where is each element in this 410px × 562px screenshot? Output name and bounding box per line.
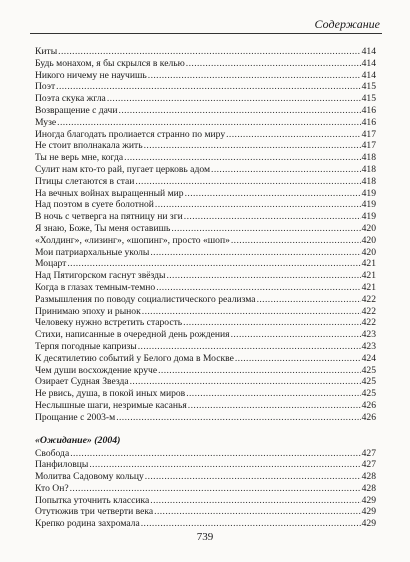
toc-entry-page: 414 [361,57,376,69]
toc-entry-title: Моцарт [35,258,67,270]
toc-entry-title: Ты не верь мне, когда [35,152,124,164]
toc-entry [35,81,376,93]
toc-entry [35,518,376,530]
toc-entry-title: Когда в глазах темным-темно [35,281,156,293]
toc-entry [35,58,376,70]
toc-entry [35,164,376,176]
toc-entry-page: 415 [361,93,376,105]
dot-leader [150,247,360,259]
toc-entry-page: 418 [361,152,376,164]
dot-leader [158,365,361,377]
toc-entry [35,235,376,247]
dot-leader [141,518,361,530]
toc-entry [35,46,376,58]
toc-entry-title: К десятилетию событий у Белого дома в Москве [35,352,234,364]
toc-entry [35,258,376,270]
toc-list-section [35,448,376,531]
toc-entry-page: 422 [361,305,376,317]
dot-leader [150,495,360,507]
dot-leader [226,129,360,141]
dot-leader [231,329,361,341]
toc-entry-title: В ночь с четверга на пятницу ни зги [35,211,183,223]
toc-entry [35,117,376,129]
toc-entry-page: 419 [361,199,376,211]
dot-leader [144,140,361,152]
toc-entry [35,471,376,483]
toc-entry-page: 427 [361,447,376,459]
toc-entry-page: 425 [361,388,376,400]
toc-entry-title: Попытка уточнить классика [35,494,150,506]
toc-entry [35,506,376,518]
toc-entry [35,93,376,105]
dot-leader [119,105,361,117]
running-header-title: Содержание [314,17,380,31]
toc-entry [35,329,376,341]
toc-entry [35,188,376,200]
toc-entry-title: Никого ничему не научишь [35,69,147,81]
dot-leader [116,412,360,424]
toc-entry-title: Крепко родина захромала [35,518,140,530]
toc-entry-title: Музе [35,116,57,128]
toc-entry-page: 420 [361,246,376,258]
toc-entry [35,70,376,82]
toc-entry [35,400,376,412]
dot-leader [138,341,361,353]
toc-entry-page: 416 [361,104,376,116]
toc-entry-title: Чем души восхождение круче [35,364,158,376]
dot-leader [156,282,360,294]
toc-entry-title: Поэт [35,81,56,93]
dot-leader [183,317,360,329]
toc-entry [35,483,376,495]
dot-leader [184,211,361,223]
toc-entry-page: 421 [361,258,376,270]
dot-leader [56,81,360,93]
toc-entry [35,306,376,318]
toc-entry [35,247,376,259]
toc-entry [35,152,376,164]
toc-entry-title: Сулит нам кто-то рай, пугает церковь адом [35,163,211,175]
toc-entry [35,294,376,306]
toc-entry-title: Я знаю, Боже, Ты меня оставишь [35,222,171,234]
toc-entry [35,459,376,471]
toc-entry-page: 424 [361,352,376,364]
toc-entry [35,448,376,460]
page-number: 739 [196,531,214,543]
toc-entry-page: 425 [361,376,376,388]
toc-entry-title: Иногда благодать пролиается странно по миру [35,128,226,140]
toc-entry-page: 429 [361,518,376,530]
toc-entry-title: Киты [35,46,58,57]
toc-entry-page: 422 [361,293,376,305]
toc-entry-title: Молитва Садовому кольцу [35,471,144,483]
table-of-contents [35,46,376,530]
toc-entry-page: 414 [361,69,376,81]
dot-leader [145,471,361,483]
toc-entry [35,353,376,365]
dot-leader [67,258,360,270]
toc-entry [35,129,376,141]
toc-entry-title: Мои патриархальные уколы [35,246,150,258]
toc-entry [35,388,376,400]
toc-entry-page: 414 [361,46,376,57]
toc-entry-title: Поэта скука жгла [35,93,106,105]
toc-entry-title: Панфиловцы [35,459,89,471]
toc-entry-title: Свобода [35,447,70,459]
section-heading: «Ожидание» (2004) [35,434,121,446]
toc-entry-title: Возвращение с дачи [35,104,118,116]
dot-leader [257,294,361,306]
toc-entry [35,270,376,282]
toc-entry-page: 419 [361,211,376,223]
dot-leader [89,459,360,471]
dot-leader [186,58,361,70]
toc-entry-page: 417 [361,128,376,140]
toc-entry-page: 427 [361,459,376,471]
dot-leader [148,70,361,82]
dot-leader [231,235,361,247]
toc-entry [35,105,376,117]
toc-entry-title: Не рвись, душа, в покой иных миров [35,388,186,400]
toc-entry-title: Принимаю эпоху и рынок [35,305,141,317]
toc-entry-page: 415 [361,81,376,93]
toc-entry-title: Человеку нужно встретить старость [35,317,183,329]
toc-entry-title: Будь монахом, я бы скрылся в келью [35,57,185,69]
toc-entry-title: Птицы слетаются в стаи [35,175,135,187]
dot-leader [70,448,360,460]
dot-leader [135,176,360,188]
toc-entry-title: Отутюжив три четверти века [35,506,154,518]
toc-entry-page: 418 [361,175,376,187]
toc-entry-title: На вечных войнах выращенный мир [35,187,184,199]
dot-leader [166,270,360,282]
dot-leader [154,506,360,518]
toc-entry [35,176,376,188]
toc-entry-page: 423 [361,340,376,352]
toc-entry-page: 429 [361,494,376,506]
toc-entry [35,223,376,235]
toc-entry-page: 418 [361,163,376,175]
toc-entry-page: 416 [361,116,376,128]
dot-leader [211,164,361,176]
toc-entry-title: Стихи, написанные в очередной день рождения [35,329,230,341]
toc-entry-page: 426 [361,399,376,411]
running-header [30,18,382,34]
toc-entry [35,317,376,329]
toc-entry [35,211,376,223]
dot-leader [58,46,360,58]
toc-entry-title: Не стоит вполнакала жить [35,140,143,152]
dot-leader [171,223,360,235]
toc-entry-title: Размышления по поводу социалистического реализма [35,293,256,305]
toc-entry-page: 420 [361,234,376,246]
toc-list-main [35,46,376,424]
dot-leader [107,93,361,105]
toc-entry-page: 422 [361,317,376,329]
dot-leader [57,117,360,129]
toc-entry-page: 421 [361,270,376,282]
dot-leader [124,152,360,164]
dot-leader [70,483,361,495]
toc-entry [35,199,376,211]
toc-entry-page: 417 [361,140,376,152]
toc-entry-page: 429 [361,506,376,518]
dot-leader [235,353,361,365]
toc-entry-title: Кто Он? [35,482,69,494]
dot-leader [130,376,361,388]
toc-entry [35,376,376,388]
toc-entry-title: Терпя погодные капризы [35,340,137,352]
toc-entry-title: Озирает Судная Звезда [35,376,129,388]
toc-entry-page: 420 [361,222,376,234]
toc-entry-page: 425 [361,364,376,376]
toc-entry-page: 423 [361,329,376,341]
toc-entry-title: Над Пятигорском гаснут звёзды [35,270,166,282]
toc-entry-page: 419 [361,187,376,199]
toc-entry-page: 426 [361,411,376,423]
toc-entry [35,282,376,294]
toc-entry-title: «Холдинг», «лизинг», «шопинг», просто «шоп» [35,234,230,246]
toc-entry-title: Прощание с 2003-м [35,411,116,423]
toc-entry-page: 428 [361,482,376,494]
toc-entry-page: 428 [361,471,376,483]
toc-entry [35,341,376,353]
toc-entry [35,412,376,424]
toc-entry-title: Неслышные шаги, незримые касанья [35,399,187,411]
toc-entry [35,495,376,507]
toc-entry [35,140,376,152]
dot-leader [142,306,361,318]
toc-entry [35,365,376,377]
dot-leader [188,400,361,412]
toc-entry-title: Над поэтом в суете болотной [35,199,154,211]
dot-leader [186,388,360,400]
toc-entry-page: 421 [361,281,376,293]
dot-leader [185,188,361,200]
dot-leader [155,199,361,211]
